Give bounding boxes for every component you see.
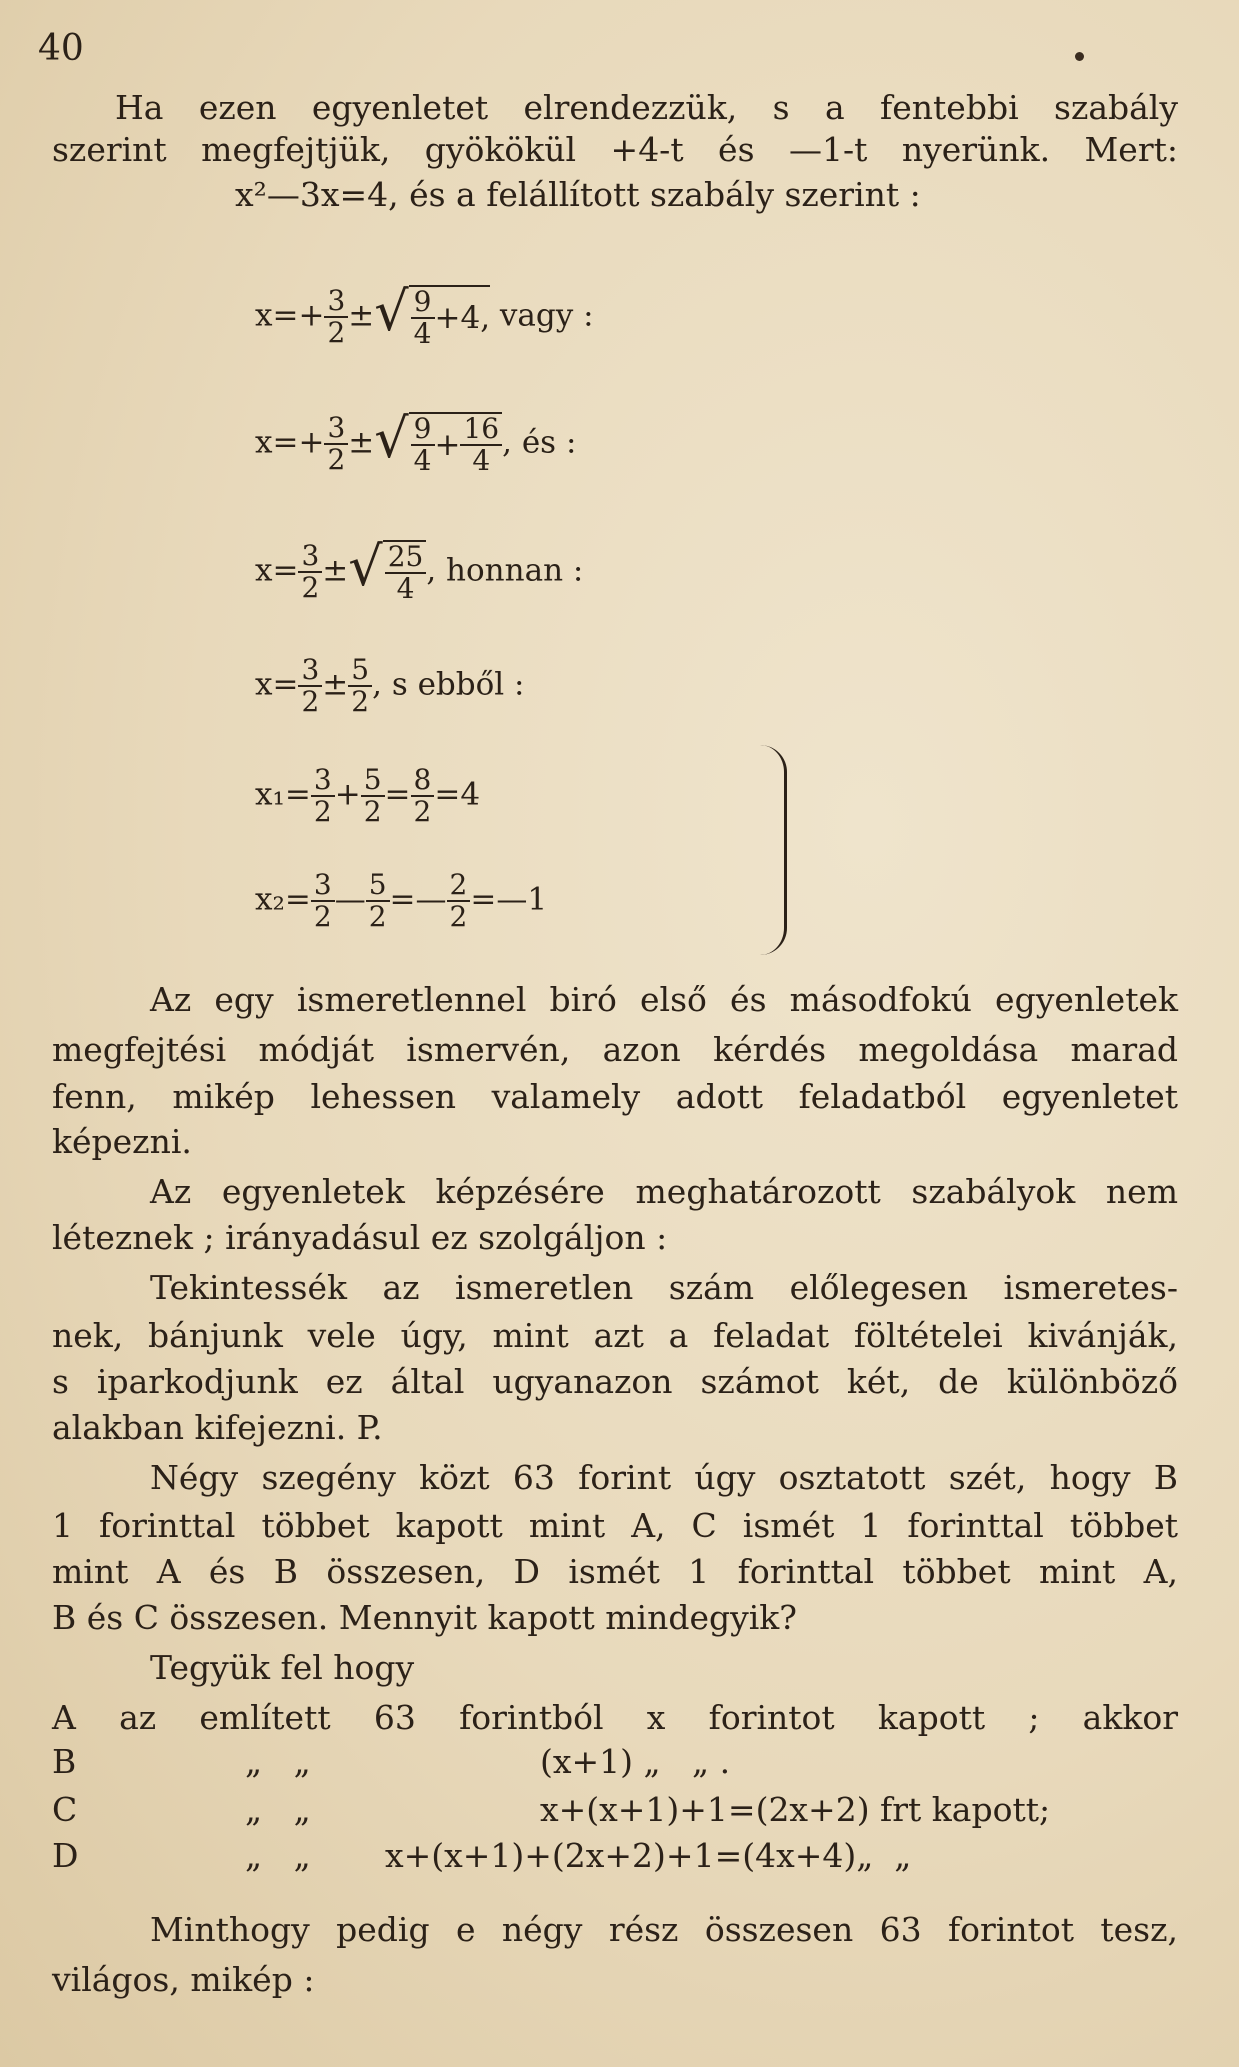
text-line: s iparkodjunk ez által ugyanazon számot két, de különböző: [52, 1362, 1178, 1401]
text-line: Tegyük fel hogy: [150, 1648, 415, 1687]
text-line: Az egy ismeretlennel biró első és másodfokú egyenletek: [150, 980, 1178, 1019]
text-line: léteznek ; irányadásul ez szolgáljon :: [52, 1218, 668, 1257]
ink-dot: [1075, 52, 1084, 61]
text-line: mint A és B összesen, D ismét 1 forinttal többet mint A,: [52, 1552, 1178, 1591]
row-expression: (x+1) „ „ .: [540, 1742, 731, 1781]
text-line: szerint megfejtjük, gyökökül +4-t és —1-t nyerünk. Mert:: [52, 130, 1178, 169]
equation: x= $\frac{3}{2}$ ± $\frac{5}{2}$ , s ebből :: [255, 653, 525, 718]
row-label: B: [52, 1742, 77, 1781]
text-line: x²—3x=4, és a felállított szabály szerint :: [235, 175, 921, 214]
text-line: képezni.: [52, 1122, 192, 1161]
ditto-marks: „ „: [245, 1836, 311, 1875]
equation: x= $\frac{3}{2}$ ± √ $\frac{25}{4}$ , honnan :: [255, 535, 584, 605]
row-label: D: [52, 1836, 79, 1875]
page-number: 40: [38, 28, 84, 69]
text-line: világos, mikép :: [52, 1960, 315, 1999]
text-line: 1 forinttal többet kapott mint A, C ismét 1 forinttal többet: [52, 1506, 1178, 1545]
equation: x=+ $\frac{3}{2}$ ± √ $\frac{9}{4}$ +4, vagy :: [255, 280, 594, 350]
text-line: nek, bánjunk vele úgy, mint azt a feladat föltételei kivánják,: [52, 1316, 1178, 1355]
row-expression: x+(x+1)+(2x+2)+1=(4x+4)„ „: [385, 1836, 912, 1875]
equation: x₁= $\frac{3}{2}$ + $\frac{5}{2}$ = $\frac{8}{2}$ =4: [255, 763, 481, 828]
text-line: Tekintessék az ismeretlen szám előlegesen ismeretes-: [150, 1268, 1178, 1307]
equation: x=+ $\frac{3}{2}$ ± √ $\frac{9}{4}$ + $\frac{16}{4}$ , és :: [255, 407, 577, 477]
curly-brace: [760, 745, 787, 955]
text-line: Minthogy pedig e négy rész összesen 63 forintot tesz,: [150, 1910, 1178, 1949]
text-line: fenn, mikép lehessen valamely adott feladatból egyenletet: [52, 1077, 1178, 1116]
ditto-marks: „ „: [245, 1790, 311, 1829]
equation: x₂= $\frac{3}{2}$ — $\frac{5}{2}$ =— $\frac{2}{2}$ =—1: [255, 868, 548, 933]
text-line: Négy szegény közt 63 forint úgy osztatott szét, hogy B: [150, 1458, 1178, 1497]
text-line: alakban kifejezni. P.: [52, 1408, 383, 1447]
text-line: B és C összesen. Mennyit kapott mindegyik?: [52, 1598, 797, 1637]
text-line: Az egyenletek képzésére meghatározott szabályok nem: [150, 1172, 1178, 1211]
ditto-marks: „ „: [245, 1742, 311, 1781]
text-line: megfejtési módját ismervén, azon kérdés megoldása marad: [52, 1030, 1178, 1069]
table-row: A az említett 63 forintból x forintot kapott ; akkor: [52, 1698, 1178, 1737]
row-expression: x+(x+1)+1=(2x+2) frt kapott;: [540, 1790, 1051, 1829]
row-label: C: [52, 1790, 78, 1829]
text-line: Ha ezen egyenletet elrendezzük, s a fentebbi szabály: [115, 88, 1178, 127]
